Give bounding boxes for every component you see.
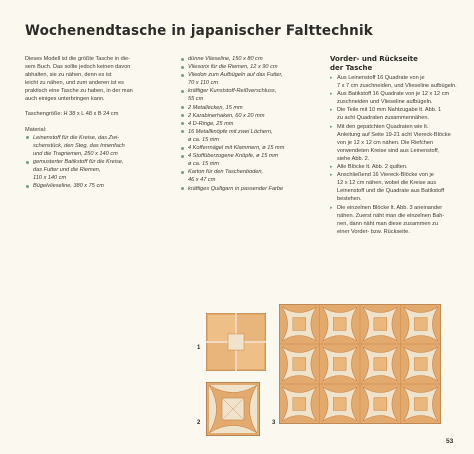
center-square [333, 318, 346, 331]
center-square [333, 358, 346, 371]
instructions-column [330, 55, 460, 236]
list-item: Vliesorix für die Riemen, 12 x 90 cm [180, 63, 325, 71]
figure-label-2: 2 [197, 420, 201, 426]
list-item: 4 D-Ringe, 25 mm [180, 120, 325, 128]
figure-label-3: 3 [272, 420, 276, 426]
list-item: ▸ Aus Leinenstoff 16 Quadrate von je 7 x 7 cm zuschneiden, und Vlieseline aufbügeln. [330, 74, 460, 90]
figure-3-assembled-panel [279, 304, 441, 424]
materials-column [180, 55, 325, 193]
center-square [333, 398, 346, 411]
figure-label-1: 1 [197, 345, 201, 351]
center-square [374, 358, 387, 371]
list-item: 16 Metallknöpfe mit zwei Löchern, ø ca. 15 mm [180, 128, 325, 144]
list-item: ▸ Anschließend 16 Viereck-Blöcke von je 12 x 12 cm nähen, wobei die Kreise aus Leinenstoff und die Quadrate aus Batikstoff bestehen. [330, 171, 460, 203]
center-square [374, 318, 387, 331]
intro-paragraph: Dieses Modell ist die größte Tasche in die- sem Buch. Das sollte jedoch keinen davon abhalten, sie zu nähen, denn es ist leicht zu nähen, und zum anderen ist es praktisch eine Tasche zu haben, in der man auch einiges unterbringen kann. [25, 56, 133, 103]
center-square [293, 318, 306, 331]
list-item: gemusterter Batikstoff für die Kreise, das Futter und die Riemen, 110 x 140 cm [25, 158, 165, 182]
section-title: Vorder- und Rückseite der Tasche [330, 55, 418, 72]
list-item: 4 Kofferrnägel mit Klammern, ø 15 mm [180, 144, 325, 152]
page-title: Wochenendtasche in japanischer Falttechnik [25, 23, 373, 39]
list-item: kräftiges Quiltgarn in passender Farbe [180, 185, 325, 193]
page-number: 53 [446, 438, 454, 445]
list-item: 2 Metallecken, 15 mm [180, 104, 325, 112]
list-item: Karton für den Taschenboden, 46 x 47 cm [180, 168, 325, 184]
list-item: kräftiger Kunststoff-Reißverschluss, 55 cm [180, 87, 325, 103]
list-item: ▸ Alle Blöcke lt. Abb. 2 quilten. [330, 163, 460, 171]
bag-size: Taschengröße: H 38 x L 48 x B 24 cm [25, 110, 119, 117]
intro-column [25, 55, 165, 190]
list-item: ▸ Die einzelnen Blöcke lt. Abb. 3 aneinander nähen. Zuerst näht man die einzelnen Bah- nen, dann näht man diese zusammen zu einer Vorder- bzw. Rückseite. [330, 204, 460, 236]
instruction-steps [330, 74, 460, 236]
list-item: 2 Karabinerhaken, 60 x 20 mm [180, 112, 325, 120]
center-square [374, 398, 387, 411]
list-item: Leinenstoff für die Kreise, das Zwi- schenstück, den Steg, das Innenfach und die Tragriemen, 250 x 140 cm [25, 134, 165, 158]
list-item: ▸ Die Teile mit 10 mm Nahtzugabe lt. Abb. 1 zu acht Quadraten zusammennähen. [330, 106, 460, 122]
materials-heading: Material: [25, 126, 47, 133]
figure-1-four-patch [206, 313, 266, 371]
list-item: Bügelvlieseline, 380 x 75 cm [25, 182, 165, 190]
center-square [414, 358, 427, 371]
center-square [293, 358, 306, 371]
figure-2-folded-block [206, 382, 260, 436]
center-square [414, 318, 427, 331]
center-square [414, 398, 427, 411]
materials-list-1 [25, 134, 165, 191]
list-item: Vliedon zum Aufbügeln auf das Futter, 70 x 110 cm [180, 71, 325, 87]
materials-list-2 [180, 55, 325, 193]
list-item: dünne Vlieseline, 150 x 80 cm [180, 55, 325, 63]
list-item: ▸ Mit den gepatchten Quadraten wie lt. Anleitung auf Seite 19-21 acht Viereck-Blöcke von je 12 x 12 cm nähen. Die Riefchen vorwendeten Kreise sind aus Leinenstoff, siehe Abb. 2. [330, 123, 460, 163]
list-item: ▸ Aus Batikstoff 16 Quadrate von je 12 x 12 cm zuschneiden und Vlieseline aufbügeln. [330, 90, 460, 106]
center-square [293, 398, 306, 411]
list-item: 4 Stoffüberzogene Knöpfe, ø 15 mm ø ca. 15 mm [180, 152, 325, 168]
